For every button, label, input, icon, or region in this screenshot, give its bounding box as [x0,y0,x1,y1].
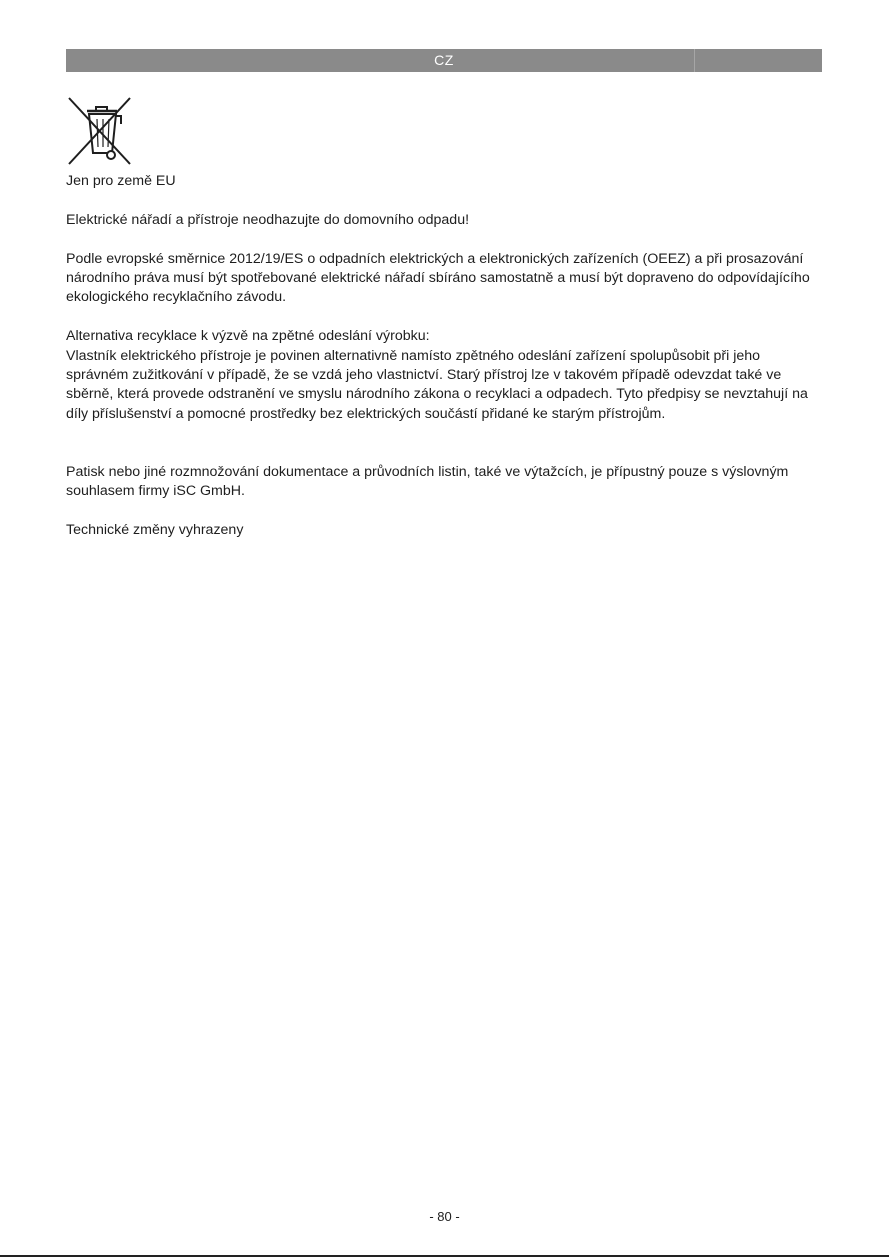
recycling-alternative-paragraph: Vlastník elektrického přístroje je povinen alternativně namísto zpětného odeslání zařízení spolupůsobit při jeho správném zužitkování v případě, že se vzdá jeho vlastnictví. Starý přístroj lze v takovém případě odevzdat také ve sběrně, která provede odstranění ve smyslu národního zákona o recyklaci a odpadech. Tyto předpisy se nevztahují na díly příslušenství a pomocné prostředky bez elektrických součástí přidané ke starým přístrojům. [66,347,808,422]
reprint-notice: Patisk nebo jiné rozmnožování dokumentace a průvodních listin, také ve výtažcích, je přípustný pouze s výslovným souhlasem firmy iSC GmbH. [66,464,789,500]
page-number: - 80 - [429,1209,460,1224]
bottom-rule [0,1255,889,1257]
disposal-warning: Elektrické nářadí a přístroje neodhazujte do domovního odpadu! [66,211,470,228]
language-label: CZ [434,52,454,68]
technical-changes-note: Technické změny vyhrazeny [66,522,244,539]
eu-only-note: Jen pro země EU [66,173,176,189]
recycling-alternative-heading: Alternativa recyklace k výzvě na zpětné odeslání výrobku: [66,328,430,345]
document-body [66,172,826,541]
directive-paragraph: Podle evropské směrnice 2012/19/ES o odpadních elektrických a elektronických zařízeních (OEEZ) a při prosazování národního práva musí být spotřebované elektrické nářadí sbíráno samostatně a musí být dopraveno do odpovídajícího ekologického recyklačního závodu. [66,250,810,306]
header-bar [66,49,822,72]
crossed-out-wheelie-bin-icon [66,95,134,167]
